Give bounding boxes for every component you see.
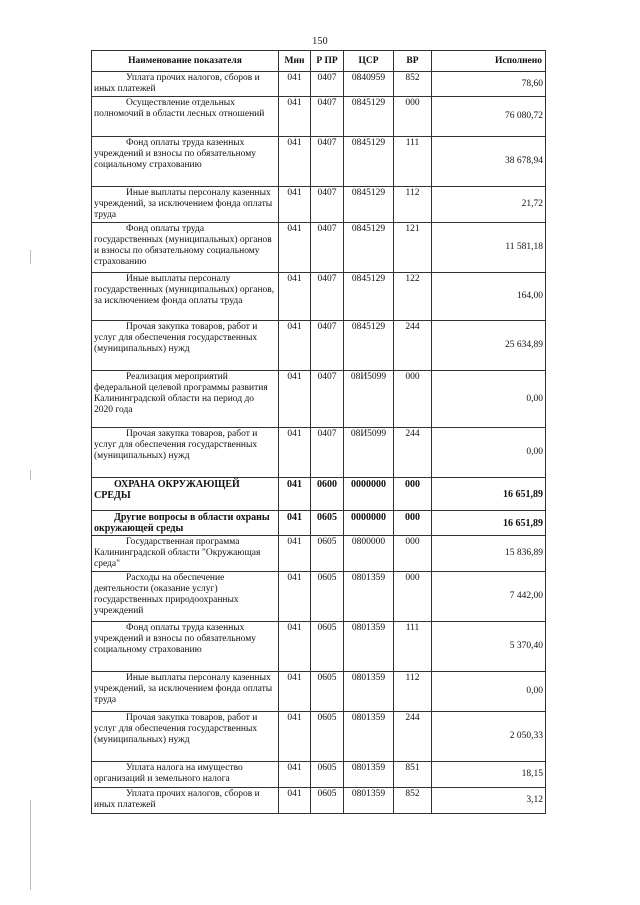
cell-rpr: 0407: [311, 273, 344, 321]
cell-rpr: 0605: [311, 672, 344, 712]
cell-amount: 5 370,40: [432, 622, 546, 672]
budget-execution-table: [91, 50, 546, 814]
column-header-vr: ВР: [394, 51, 432, 72]
table-row: [92, 223, 546, 273]
cell-amount: 0,00: [432, 672, 546, 712]
cell-amount: 0,00: [432, 371, 546, 428]
cell-amount: 16 651,89: [432, 511, 546, 536]
cell-min: 041: [279, 572, 311, 622]
cell-rpr: 0600: [311, 478, 344, 511]
cell-vr: 111: [394, 137, 432, 187]
cell-amount: 16 651,89: [432, 478, 546, 511]
cell-rpr: 0605: [311, 536, 344, 572]
cell-name: Прочая закупка товаров, работ и услуг для обеспечения государственных (муниципальных) нужд: [92, 712, 279, 762]
cell-rpr: 0605: [311, 622, 344, 672]
scan-margin-mark: [30, 250, 31, 264]
cell-rpr: 0605: [311, 788, 344, 814]
cell-min: 041: [279, 223, 311, 273]
scan-margin-mark: [30, 800, 31, 890]
cell-amount: 78,60: [432, 72, 546, 97]
cell-rpr: 0605: [311, 511, 344, 536]
cell-vr: 244: [394, 321, 432, 371]
page-number: 150: [312, 36, 328, 47]
table-row: [92, 321, 546, 371]
cell-vr: 000: [394, 97, 432, 137]
cell-csr: 08И5099: [344, 428, 394, 478]
cell-csr: 0845129: [344, 97, 394, 137]
table-row: [92, 273, 546, 321]
cell-vr: 851: [394, 762, 432, 788]
cell-amount: 21,72: [432, 187, 546, 223]
table-row: [92, 371, 546, 428]
cell-min: 041: [279, 762, 311, 788]
table-row: [92, 137, 546, 187]
cell-amount: 7 442,00: [432, 572, 546, 622]
cell-amount: 25 634,89: [432, 321, 546, 371]
cell-csr: 0801359: [344, 672, 394, 712]
cell-min: 041: [279, 371, 311, 428]
cell-csr: 0800000: [344, 536, 394, 572]
cell-min: 041: [279, 672, 311, 712]
cell-amount: 76 080,72: [432, 97, 546, 137]
table-row: [92, 478, 546, 511]
cell-amount: 15 836,89: [432, 536, 546, 572]
cell-rpr: 0407: [311, 321, 344, 371]
cell-min: 041: [279, 511, 311, 536]
table-body: [92, 72, 546, 814]
cell-name: ОХРАНА ОКРУЖАЮЩЕЙ СРЕДЫ: [92, 478, 279, 511]
cell-csr: 0801359: [344, 572, 394, 622]
cell-min: 041: [279, 428, 311, 478]
table-row: [92, 536, 546, 572]
column-header-amount: Исполнено: [432, 51, 546, 72]
cell-csr: 0845129: [344, 187, 394, 223]
table-row: [92, 762, 546, 788]
cell-vr: 121: [394, 223, 432, 273]
cell-name: Иные выплаты персоналу казенных учреждений, за исключением фонда оплаты труда: [92, 187, 279, 223]
cell-amount: 164,00: [432, 273, 546, 321]
cell-csr: 0840959: [344, 72, 394, 97]
table-header-row: [92, 51, 546, 72]
cell-vr: 852: [394, 72, 432, 97]
cell-csr: 0801359: [344, 622, 394, 672]
cell-name: Фонд оплаты труда казенных учреждений и взносы по обязательному социальному страхованию: [92, 137, 279, 187]
cell-vr: 111: [394, 622, 432, 672]
cell-rpr: 0407: [311, 223, 344, 273]
cell-min: 041: [279, 622, 311, 672]
table-row: [92, 622, 546, 672]
column-header-name: Наименование показателя: [92, 51, 279, 72]
cell-vr: 000: [394, 536, 432, 572]
cell-csr: 0000000: [344, 511, 394, 536]
column-header-csr: ЦСР: [344, 51, 394, 72]
cell-min: 041: [279, 712, 311, 762]
cell-csr: 0000000: [344, 478, 394, 511]
table-row: [92, 712, 546, 762]
cell-vr: 244: [394, 712, 432, 762]
cell-min: 041: [279, 321, 311, 371]
cell-vr: 112: [394, 672, 432, 712]
table-row: [92, 97, 546, 137]
cell-name: Иные выплаты персоналу государственных (муниципальных) органов, за исключением фонда оплаты труда: [92, 273, 279, 321]
cell-min: 041: [279, 273, 311, 321]
cell-csr: 08И5099: [344, 371, 394, 428]
cell-min: 041: [279, 72, 311, 97]
table-row: [92, 788, 546, 814]
cell-rpr: 0407: [311, 187, 344, 223]
cell-amount: 3,12: [432, 788, 546, 814]
cell-name: Другие вопросы в области охраны окружающей среды: [92, 511, 279, 536]
cell-rpr: 0407: [311, 97, 344, 137]
cell-amount: 0,00: [432, 428, 546, 478]
cell-min: 041: [279, 137, 311, 187]
cell-vr: 000: [394, 572, 432, 622]
cell-name: Уплата прочих налогов, сборов и иных платежей: [92, 788, 279, 814]
cell-name: Фонд оплаты труда государственных (муниципальных) органов и взносы по обязательному социальному страхованию: [92, 223, 279, 273]
cell-name: Расходы на обеспечение деятельности (оказание услуг) государственных природоохранных учреждений: [92, 572, 279, 622]
cell-csr: 0801359: [344, 762, 394, 788]
cell-csr: 0845129: [344, 137, 394, 187]
cell-vr: 244: [394, 428, 432, 478]
cell-name: Прочая закупка товаров, работ и услуг для обеспечения государственных (муниципальных) нужд: [92, 321, 279, 371]
table-row: [92, 672, 546, 712]
cell-name: Иные выплаты персоналу казенных учреждений, за исключением фонда оплаты труда: [92, 672, 279, 712]
cell-min: 041: [279, 536, 311, 572]
table-row: [92, 72, 546, 97]
cell-rpr: 0605: [311, 572, 344, 622]
cell-rpr: 0605: [311, 712, 344, 762]
cell-min: 041: [279, 788, 311, 814]
column-header-rpr: Р ПР: [311, 51, 344, 72]
cell-name: Реализация мероприятий федеральной целевой программы развития Калининградской области на период до 2020 года: [92, 371, 279, 428]
cell-csr: 0801359: [344, 712, 394, 762]
cell-vr: 000: [394, 371, 432, 428]
cell-vr: 000: [394, 478, 432, 511]
cell-min: 041: [279, 478, 311, 511]
cell-csr: 0801359: [344, 788, 394, 814]
cell-name: Осуществление отдельных полномочий в области лесных отношений: [92, 97, 279, 137]
cell-amount: 18,15: [432, 762, 546, 788]
cell-name: Уплата прочих налогов, сборов и иных платежей: [92, 72, 279, 97]
table-row: [92, 187, 546, 223]
cell-name: Прочая закупка товаров, работ и услуг для обеспечения государственных (муниципальных) нужд: [92, 428, 279, 478]
cell-vr: 122: [394, 273, 432, 321]
table-row: [92, 428, 546, 478]
cell-rpr: 0407: [311, 428, 344, 478]
cell-vr: 852: [394, 788, 432, 814]
cell-name: Уплата налога на имущество организаций и земельного налога: [92, 762, 279, 788]
cell-vr: 112: [394, 187, 432, 223]
scan-margin-mark: [30, 470, 31, 480]
cell-csr: 0845129: [344, 321, 394, 371]
cell-amount: 2 050,33: [432, 712, 546, 762]
column-header-min: Мин: [279, 51, 311, 72]
cell-rpr: 0605: [311, 762, 344, 788]
cell-name: Государственная программа Калининградской области "Окружающая среда": [92, 536, 279, 572]
cell-csr: 0845129: [344, 223, 394, 273]
cell-csr: 0845129: [344, 273, 394, 321]
table-row: [92, 572, 546, 622]
cell-rpr: 0407: [311, 371, 344, 428]
cell-rpr: 0407: [311, 137, 344, 187]
cell-amount: 11 581,18: [432, 223, 546, 273]
cell-min: 041: [279, 97, 311, 137]
cell-amount: 38 678,94: [432, 137, 546, 187]
cell-name: Фонд оплаты труда казенных учреждений и взносы по обязательному социальному страхованию: [92, 622, 279, 672]
cell-vr: 000: [394, 511, 432, 536]
cell-rpr: 0407: [311, 72, 344, 97]
cell-min: 041: [279, 187, 311, 223]
table-row: [92, 511, 546, 536]
